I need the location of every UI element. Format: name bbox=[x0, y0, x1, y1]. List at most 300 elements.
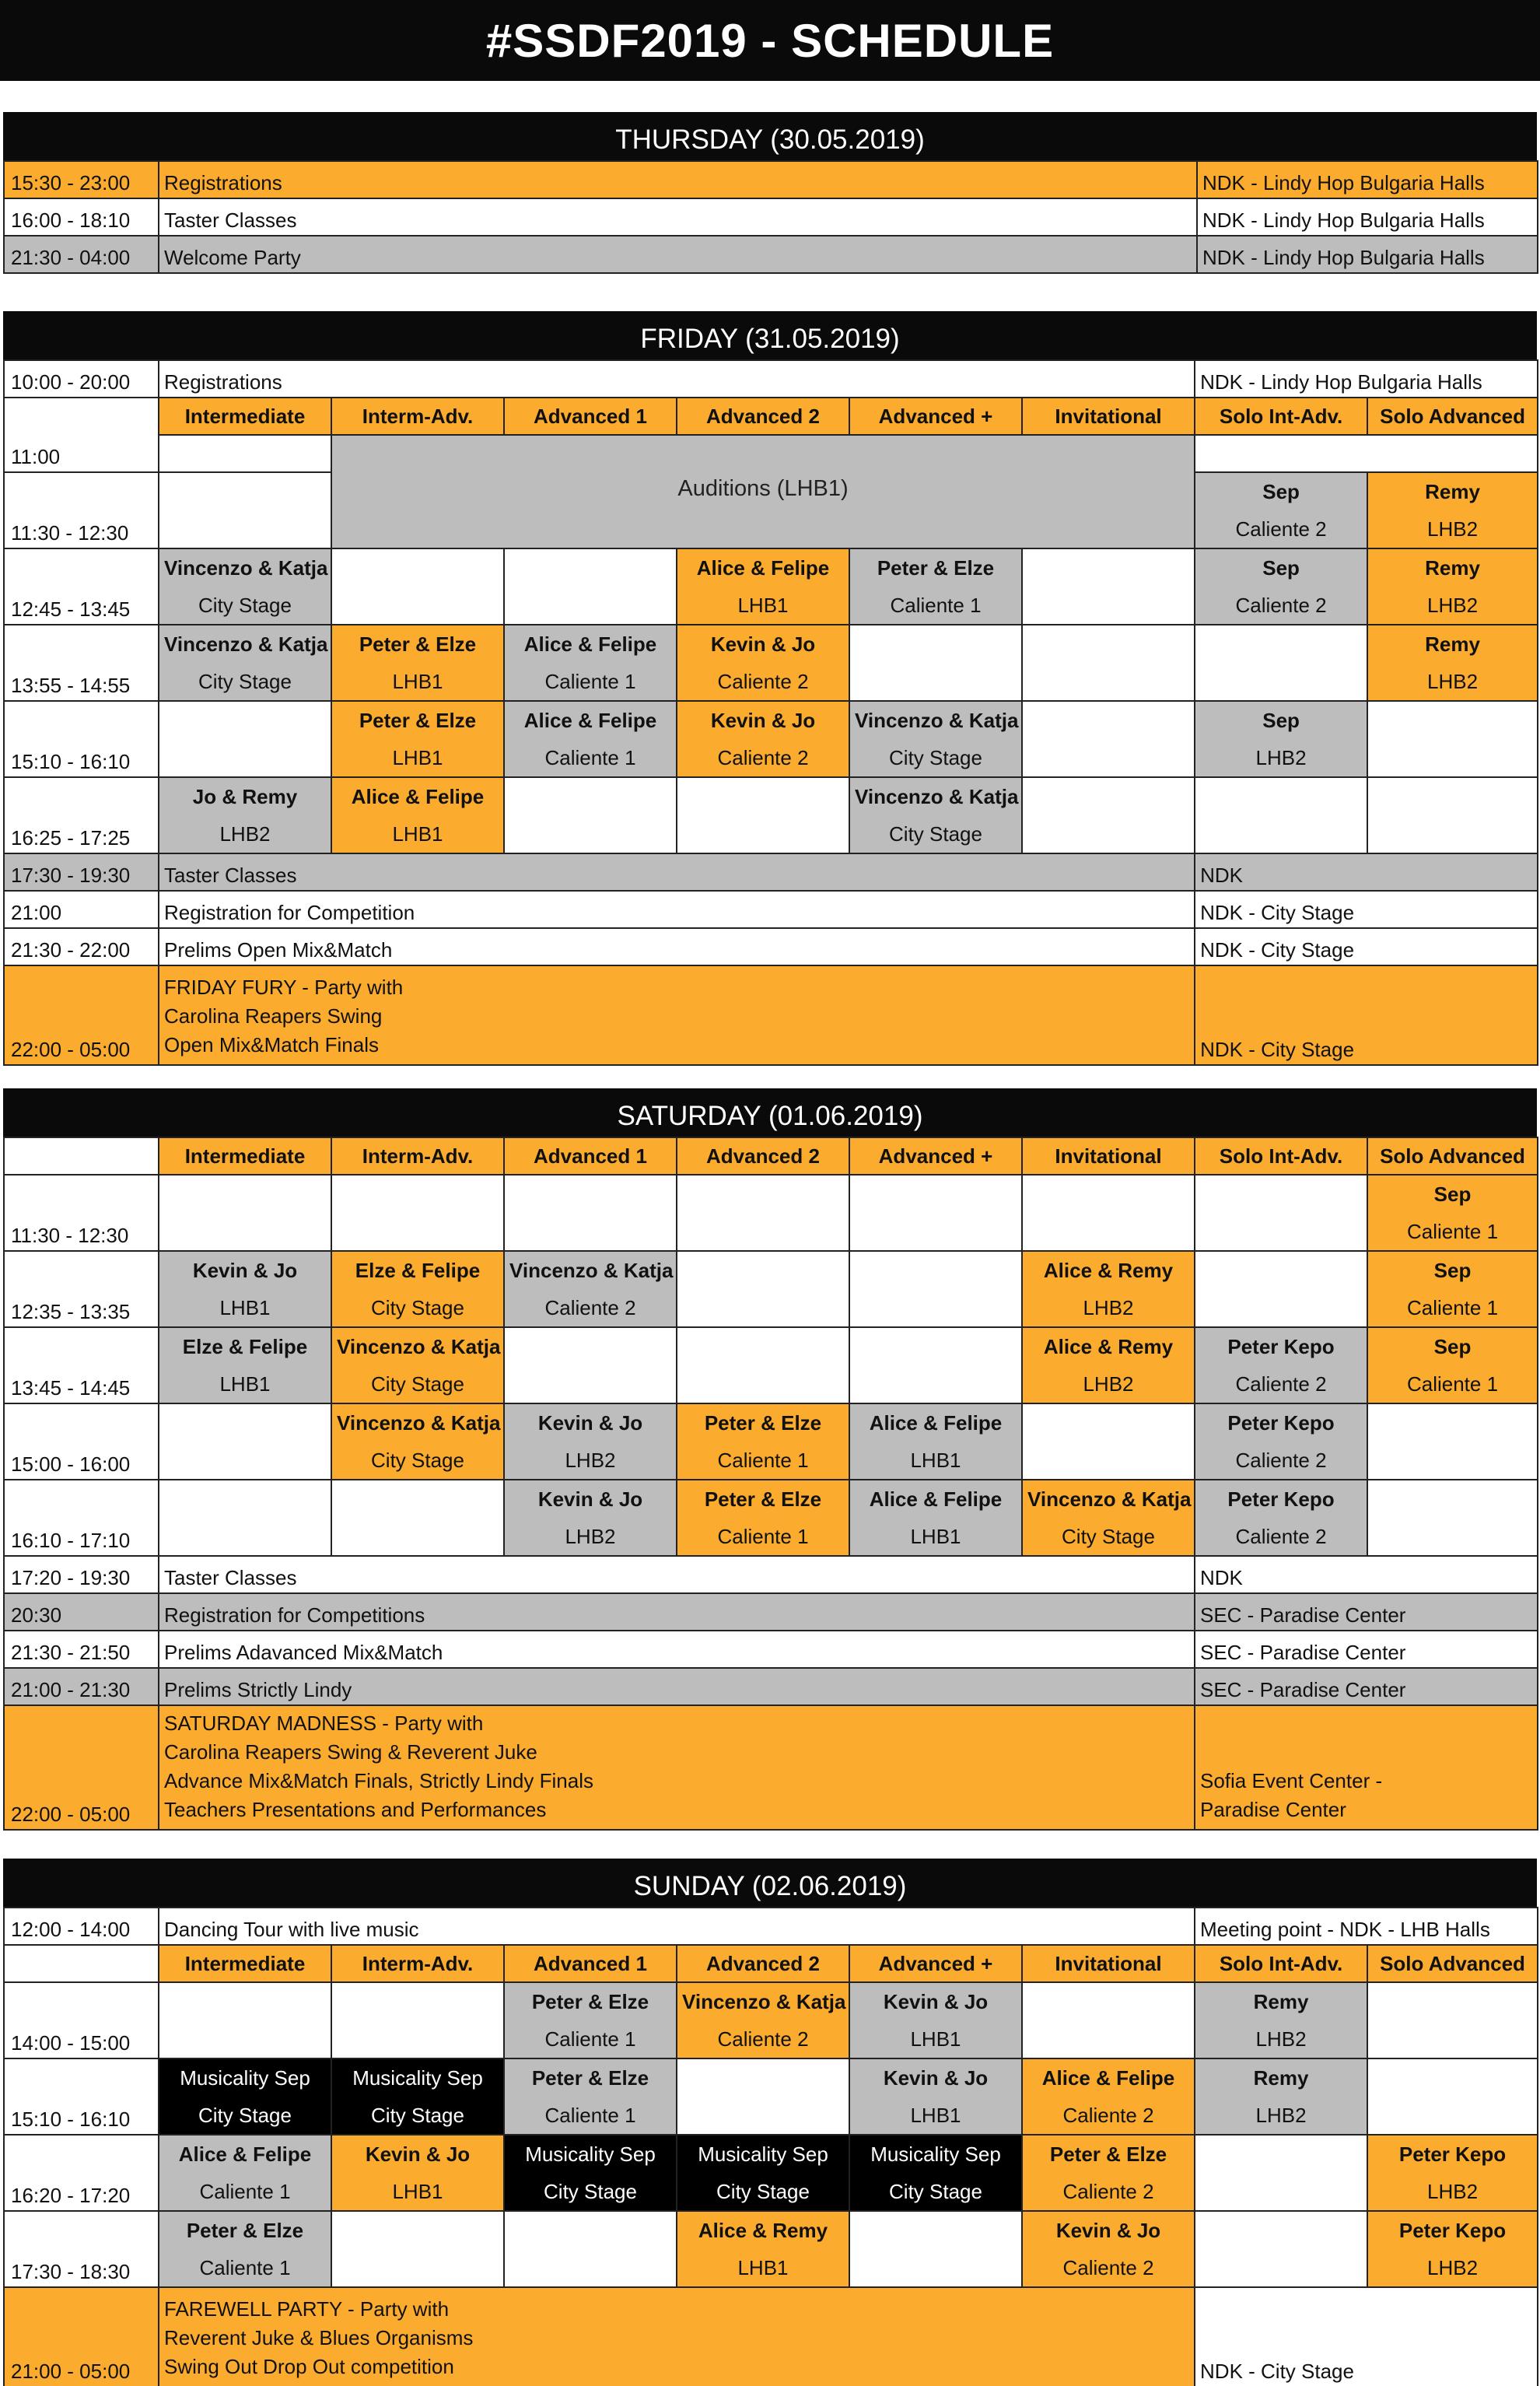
empty-cell bbox=[4, 1945, 159, 1982]
table-row bbox=[4, 891, 1538, 928]
session-cell bbox=[1367, 1327, 1538, 1403]
table-row bbox=[4, 1556, 1538, 1593]
time-cell: 22:00 - 05:00 bbox=[4, 965, 159, 1065]
levels-row bbox=[4, 1945, 1538, 1982]
time-cell: 15:30 - 23:00 bbox=[4, 161, 159, 198]
session-teachers: Jo & Remy bbox=[192, 785, 298, 808]
session-teachers: Vincenzo & Katja bbox=[1027, 1487, 1192, 1511]
session-teachers: Sep bbox=[1433, 1259, 1472, 1282]
session-teachers: Alice & Felipe bbox=[523, 709, 657, 732]
session-cell bbox=[1022, 1251, 1195, 1327]
session-room: LHB2 bbox=[1083, 1372, 1134, 1396]
session-room: Caliente 1 bbox=[1406, 1372, 1499, 1396]
party-line: FRIDAY FURY - Party with bbox=[164, 976, 404, 999]
time-cell: 21:00 bbox=[4, 891, 159, 928]
empty-cell bbox=[1367, 1403, 1538, 1480]
table-row bbox=[4, 1982, 1538, 2058]
session-teachers: Vincenzo & Katja bbox=[164, 632, 328, 656]
party-line: Carolina Reapers Swing & Reverent Juke bbox=[164, 1740, 537, 1764]
time-cell: 13:55 - 14:55 bbox=[4, 625, 159, 701]
session-teachers: Alice & Felipe bbox=[351, 785, 485, 808]
level-header: Advanced 1 bbox=[504, 1137, 677, 1175]
location-cell: SEC - Paradise Center bbox=[1195, 1593, 1538, 1631]
session-teachers: Elze & Felipe bbox=[182, 1335, 308, 1358]
session-teachers: Vincenzo & Katja bbox=[164, 556, 328, 580]
session-teachers: Musicality Sep bbox=[870, 2142, 1001, 2166]
empty-cell bbox=[1022, 1982, 1195, 2058]
session-teachers: Alice & Felipe bbox=[869, 1411, 1003, 1435]
location-cell bbox=[1195, 1705, 1538, 1830]
time-cell: 21:30 - 04:00 bbox=[4, 236, 159, 273]
level-header: Invitational bbox=[1022, 1945, 1195, 1982]
session-cell bbox=[677, 701, 849, 777]
session-room: Caliente 1 bbox=[544, 2027, 636, 2051]
time-cell: 21:00 - 05:00 bbox=[4, 2287, 159, 2386]
session-room: Caliente 1 bbox=[199, 2180, 291, 2203]
session-cell bbox=[1195, 472, 1367, 548]
party-line: FAREWELL PARTY - Party with bbox=[164, 2297, 450, 2321]
party-line: Teachers Presentations and Performances bbox=[164, 1798, 547, 1821]
session-teachers: Kevin & Jo bbox=[537, 1487, 643, 1511]
session-room: LHB1 bbox=[910, 1525, 961, 1548]
location-cell: NDK bbox=[1195, 1556, 1538, 1593]
session-room: Caliente 2 bbox=[1235, 594, 1327, 617]
session-teachers: Alice & Felipe bbox=[696, 556, 830, 580]
session-cell bbox=[504, 1251, 677, 1327]
session-teachers: Remy bbox=[1253, 2066, 1309, 2090]
location-line: Paradise Center bbox=[1200, 1798, 1346, 1821]
activity-cell bbox=[159, 1705, 1195, 1830]
session-cell bbox=[1022, 1480, 1195, 1556]
session-teachers: Vincenzo & Katja bbox=[509, 1259, 674, 1282]
session-teachers: Remy bbox=[1425, 556, 1480, 580]
session-cell bbox=[1367, 2135, 1538, 2211]
time-cell: 17:20 - 19:30 bbox=[4, 1556, 159, 1593]
empty-cell bbox=[1367, 2058, 1538, 2135]
session-teachers: Vincenzo & Katja bbox=[855, 785, 1019, 808]
party-row bbox=[4, 965, 1538, 1065]
activity-cell: Taster Classes bbox=[159, 198, 1197, 236]
session-cell bbox=[1367, 1175, 1538, 1251]
table-row bbox=[4, 1593, 1538, 1631]
session-teachers: Elze & Felipe bbox=[355, 1259, 481, 1282]
session-teachers: Alice & Felipe bbox=[1041, 2066, 1175, 2090]
empty-cell bbox=[331, 1982, 504, 2058]
empty-cell bbox=[331, 1480, 504, 1556]
time-cell: 20:30 bbox=[4, 1593, 159, 1631]
session-teachers: Peter Kepo bbox=[1227, 1335, 1335, 1358]
session-cell bbox=[504, 1480, 677, 1556]
time-cell: 11:00 bbox=[4, 398, 159, 472]
session-teachers: Peter Kepo bbox=[1227, 1411, 1335, 1435]
session-cell bbox=[159, 1327, 331, 1403]
table-row bbox=[4, 1668, 1538, 1705]
friday-section bbox=[3, 311, 1537, 1066]
table-row bbox=[4, 548, 1538, 625]
session-teachers: Vincenzo & Katja bbox=[337, 1411, 501, 1435]
session-cell bbox=[1367, 1251, 1538, 1327]
session-cell bbox=[504, 1403, 677, 1480]
time-cell: 12:00 - 14:00 bbox=[4, 1908, 159, 1945]
session-teachers: Sep bbox=[1262, 556, 1300, 580]
session-cell bbox=[849, 777, 1022, 853]
empty-cell bbox=[677, 1175, 849, 1251]
empty-cell bbox=[677, 2058, 849, 2135]
activity-cell: Taster Classes bbox=[159, 1556, 1195, 1593]
session-teachers: Peter & Elze bbox=[877, 556, 995, 580]
session-cell bbox=[849, 1982, 1022, 2058]
session-teachers: Sep bbox=[1433, 1335, 1472, 1358]
level-header: Intermediate bbox=[159, 1945, 331, 1982]
level-header: Solo Int-Adv. bbox=[1195, 398, 1367, 435]
table-row bbox=[4, 1327, 1538, 1403]
session-room: City Stage bbox=[371, 1372, 464, 1396]
session-room: LHB1 bbox=[392, 822, 443, 846]
session-room: LHB1 bbox=[392, 670, 443, 693]
empty-cell bbox=[504, 548, 677, 625]
time-cell: 16:00 - 18:10 bbox=[4, 198, 159, 236]
session-teachers: Kevin & Jo bbox=[1055, 2219, 1161, 2242]
session-cell bbox=[159, 625, 331, 701]
session-room: LHB2 bbox=[1427, 517, 1479, 541]
day-header: THURSDAY (30.05.2019) bbox=[3, 112, 1537, 160]
level-header: Invitational bbox=[1022, 398, 1195, 435]
day-header: SUNDAY (02.06.2019) bbox=[3, 1859, 1537, 1907]
session-room: City Stage bbox=[371, 1296, 464, 1319]
session-cell bbox=[1367, 472, 1538, 548]
session-room: Caliente 2 bbox=[717, 2027, 809, 2051]
session-cell bbox=[1195, 2058, 1367, 2135]
empty-cell bbox=[1367, 777, 1538, 853]
session-cell bbox=[331, 2058, 504, 2135]
session-room: Caliente 1 bbox=[1406, 1296, 1499, 1319]
session-room: Caliente 1 bbox=[1406, 1220, 1499, 1243]
session-teachers: Sep bbox=[1262, 480, 1300, 503]
session-room: LHB2 bbox=[219, 822, 271, 846]
session-teachers: Peter Kepo bbox=[1398, 2219, 1507, 2242]
session-room: LHB1 bbox=[910, 1449, 961, 1472]
session-teachers: Sep bbox=[1433, 1182, 1472, 1206]
empty-cell bbox=[1195, 435, 1538, 472]
empty-cell bbox=[331, 1175, 504, 1251]
session-teachers: Peter & Elze bbox=[1049, 2142, 1167, 2166]
location-cell: NDK - Lindy Hop Bulgaria Halls bbox=[1197, 161, 1538, 198]
page-title: #SSDF2019 - SCHEDULE bbox=[0, 0, 1540, 81]
time-cell: 21:30 - 21:50 bbox=[4, 1631, 159, 1668]
session-teachers: Peter & Elze bbox=[531, 2066, 649, 2090]
session-teachers: Peter & Elze bbox=[359, 632, 477, 656]
session-room: LHB1 bbox=[219, 1296, 271, 1319]
saturday-section bbox=[3, 1088, 1537, 1831]
empty-cell bbox=[4, 1137, 159, 1175]
session-room: LHB2 bbox=[1427, 594, 1479, 617]
party-row bbox=[4, 1705, 1538, 1830]
time-cell: 13:45 - 14:45 bbox=[4, 1327, 159, 1403]
location-cell: NDK - Lindy Hop Bulgaria Halls bbox=[1197, 198, 1538, 236]
empty-cell bbox=[677, 777, 849, 853]
activity-cell: Prelims Strictly Lindy bbox=[159, 1668, 1195, 1705]
location-cell: NDK - City Stage bbox=[1195, 965, 1538, 1065]
session-teachers: Remy bbox=[1425, 480, 1480, 503]
empty-cell bbox=[677, 1251, 849, 1327]
session-teachers: Remy bbox=[1425, 632, 1480, 656]
session-room: LHB1 bbox=[910, 2027, 961, 2051]
level-header: Advanced 2 bbox=[677, 1137, 849, 1175]
session-teachers: Alice & Felipe bbox=[523, 632, 657, 656]
session-cell bbox=[849, 2058, 1022, 2135]
session-room: LHB2 bbox=[1255, 746, 1307, 769]
empty-cell bbox=[1195, 2135, 1367, 2211]
activity-cell: Welcome Party bbox=[159, 236, 1197, 273]
session-cell bbox=[1367, 548, 1538, 625]
session-room: LHB2 bbox=[1255, 2027, 1307, 2051]
session-room: Caliente 2 bbox=[1235, 1525, 1327, 1548]
session-cell bbox=[331, 1327, 504, 1403]
session-teachers: Peter & Elze bbox=[186, 2219, 304, 2242]
session-room: LHB1 bbox=[910, 2104, 961, 2127]
table-row bbox=[4, 1480, 1538, 1556]
session-teachers: Sep bbox=[1262, 709, 1300, 732]
location-cell: NDK - City Stage bbox=[1195, 2287, 1538, 2386]
session-cell bbox=[331, 1403, 504, 1480]
session-teachers: Kevin & Jo bbox=[883, 1990, 989, 2013]
level-header: Solo Advanced bbox=[1367, 1137, 1538, 1175]
session-room: LHB2 bbox=[1083, 1296, 1134, 1319]
session-cell bbox=[1195, 1327, 1367, 1403]
session-cell bbox=[1195, 1982, 1367, 2058]
activity-cell: Dancing Tour with live music bbox=[159, 1908, 1195, 1945]
empty-cell bbox=[1367, 1480, 1538, 1556]
schedule-table bbox=[3, 359, 1538, 1066]
session-cell bbox=[849, 548, 1022, 625]
empty-cell bbox=[1195, 625, 1367, 701]
session-cell bbox=[1195, 1403, 1367, 1480]
session-cell bbox=[677, 1403, 849, 1480]
session-room: Caliente 2 bbox=[1062, 2256, 1154, 2279]
session-room: LHB2 bbox=[1255, 2104, 1307, 2127]
location-cell: NDK bbox=[1195, 853, 1538, 891]
table-row bbox=[4, 1403, 1538, 1480]
time-cell: 16:25 - 17:25 bbox=[4, 777, 159, 853]
level-header: Interm-Adv. bbox=[331, 1137, 504, 1175]
session-teachers: Kevin & Jo bbox=[537, 1411, 643, 1435]
session-cell bbox=[1367, 625, 1538, 701]
session-room: City Stage bbox=[198, 2104, 292, 2127]
session-room: City Stage bbox=[889, 2180, 982, 2203]
session-cell bbox=[1195, 701, 1367, 777]
time-cell: 12:45 - 13:45 bbox=[4, 548, 159, 625]
empty-cell bbox=[331, 548, 504, 625]
session-room: City Stage bbox=[716, 2180, 810, 2203]
session-room: City Stage bbox=[198, 594, 292, 617]
level-header: Advanced + bbox=[849, 1945, 1022, 1982]
level-header: Advanced + bbox=[849, 398, 1022, 435]
session-teachers: Alice & Remy bbox=[698, 2219, 828, 2242]
session-cell bbox=[504, 701, 677, 777]
session-teachers: Kevin & Jo bbox=[883, 2066, 989, 2090]
session-cell bbox=[504, 2058, 677, 2135]
session-room: LHB1 bbox=[219, 1372, 271, 1396]
time-cell: 21:30 - 22:00 bbox=[4, 928, 159, 965]
session-room: Caliente 1 bbox=[717, 1449, 809, 1472]
session-cell bbox=[1195, 548, 1367, 625]
table-row bbox=[4, 1251, 1538, 1327]
session-cell bbox=[677, 2211, 849, 2287]
time-cell: 11:30 - 12:30 bbox=[4, 1175, 159, 1251]
level-header: Advanced 1 bbox=[504, 398, 677, 435]
level-header: Intermediate bbox=[159, 398, 331, 435]
table-row bbox=[4, 2211, 1538, 2287]
session-room: Caliente 1 bbox=[717, 1525, 809, 1548]
session-cell bbox=[849, 1403, 1022, 1480]
party-line: Reverent Juke & Blues Organisms bbox=[164, 2326, 474, 2349]
session-teachers: Vincenzo & Katja bbox=[682, 1990, 846, 2013]
levels-row bbox=[4, 1137, 1538, 1175]
level-header: Advanced 1 bbox=[504, 1945, 677, 1982]
session-room: City Stage bbox=[1062, 1525, 1155, 1548]
session-room: LHB2 bbox=[1427, 670, 1479, 693]
table-row bbox=[4, 161, 1538, 198]
empty-cell bbox=[849, 2211, 1022, 2287]
session-teachers: Alice & Remy bbox=[1043, 1335, 1174, 1358]
activity-cell: Prelims Open Mix&Match bbox=[159, 928, 1195, 965]
table-row bbox=[4, 853, 1538, 891]
auditions-cell: Auditions (LHB1) bbox=[331, 435, 1195, 548]
session-room: City Stage bbox=[544, 2180, 637, 2203]
activity-cell: Prelims Adavanced Mix&Match bbox=[159, 1631, 1195, 1668]
time-cell: 15:10 - 16:10 bbox=[4, 2058, 159, 2135]
empty-cell bbox=[1022, 625, 1195, 701]
level-header: Interm-Adv. bbox=[331, 1945, 504, 1982]
session-cell bbox=[159, 2058, 331, 2135]
session-room: Caliente 2 bbox=[1062, 2180, 1154, 2203]
session-teachers: Peter Kepo bbox=[1398, 2142, 1507, 2166]
day-header: FRIDAY (31.05.2019) bbox=[3, 311, 1537, 359]
time-cell: 17:30 - 19:30 bbox=[4, 853, 159, 891]
session-room: LHB1 bbox=[392, 2180, 443, 2203]
session-cell bbox=[1367, 2211, 1538, 2287]
session-room: Caliente 2 bbox=[544, 1296, 636, 1319]
session-teachers: Remy bbox=[1253, 1990, 1309, 2013]
session-teachers: Kevin & Jo bbox=[192, 1259, 298, 1282]
table-row bbox=[4, 2058, 1538, 2135]
table-row bbox=[4, 435, 1538, 472]
empty-cell bbox=[1022, 777, 1195, 853]
time-cell: 16:10 - 17:10 bbox=[4, 1480, 159, 1556]
activity-cell: Registrations bbox=[159, 161, 1197, 198]
party-line: Swing Out Drop Out competition bbox=[164, 2355, 454, 2378]
empty-cell bbox=[504, 1327, 677, 1403]
session-cell bbox=[677, 625, 849, 701]
session-room: Caliente 2 bbox=[1235, 1449, 1327, 1472]
session-cell bbox=[504, 2135, 677, 2211]
session-room: Caliente 2 bbox=[1235, 517, 1327, 541]
table-row bbox=[4, 625, 1538, 701]
session-cell bbox=[1022, 2058, 1195, 2135]
schedule-table bbox=[3, 1907, 1538, 2386]
session-teachers: Kevin & Jo bbox=[710, 632, 816, 656]
session-room: Caliente 2 bbox=[1235, 1372, 1327, 1396]
empty-cell bbox=[159, 1403, 331, 1480]
empty-cell bbox=[1367, 1982, 1538, 2058]
location-cell: Meeting point - NDK - LHB Halls bbox=[1195, 1908, 1538, 1945]
session-cell bbox=[677, 548, 849, 625]
session-cell bbox=[677, 1982, 849, 2058]
table-row bbox=[4, 1175, 1538, 1251]
session-cell bbox=[331, 701, 504, 777]
sunday-section bbox=[3, 1859, 1537, 2386]
schedule-table bbox=[3, 1137, 1538, 1831]
session-teachers: Musicality Sep bbox=[180, 2066, 310, 2090]
empty-cell bbox=[849, 1327, 1022, 1403]
time-cell: 14:00 - 15:00 bbox=[4, 1982, 159, 2058]
level-header: Intermediate bbox=[159, 1137, 331, 1175]
table-row bbox=[4, 1908, 1538, 1945]
time-cell: 17:30 - 18:30 bbox=[4, 2211, 159, 2287]
empty-cell bbox=[1195, 2211, 1367, 2287]
location-cell: NDK - City Stage bbox=[1195, 891, 1538, 928]
session-room: City Stage bbox=[889, 746, 982, 769]
level-header: Solo Advanced bbox=[1367, 398, 1538, 435]
party-line: Advance Mix&Match Finals, Strictly Lindy Finals bbox=[164, 1769, 593, 1792]
empty-cell bbox=[849, 625, 1022, 701]
level-header: Advanced 2 bbox=[677, 398, 849, 435]
empty-cell bbox=[159, 472, 331, 548]
empty-cell bbox=[331, 2211, 504, 2287]
activity-cell bbox=[159, 965, 1195, 1065]
empty-cell bbox=[677, 1327, 849, 1403]
session-cell bbox=[159, 777, 331, 853]
level-header: Solo Int-Adv. bbox=[1195, 1137, 1367, 1175]
session-teachers: Musicality Sep bbox=[525, 2142, 656, 2166]
session-room: LHB2 bbox=[565, 1449, 616, 1472]
thursday-section bbox=[3, 112, 1537, 274]
empty-cell bbox=[504, 1175, 677, 1251]
time-cell: 15:00 - 16:00 bbox=[4, 1403, 159, 1480]
activity-cell: Registration for Competitions bbox=[159, 1593, 1195, 1631]
session-room: LHB1 bbox=[737, 2256, 789, 2279]
session-room: City Stage bbox=[198, 670, 292, 693]
table-row bbox=[4, 701, 1538, 777]
empty-cell bbox=[159, 1175, 331, 1251]
session-cell bbox=[677, 2135, 849, 2211]
session-cell bbox=[1022, 2211, 1195, 2287]
level-header: Invitational bbox=[1022, 1137, 1195, 1175]
empty-cell bbox=[1022, 548, 1195, 625]
session-cell bbox=[849, 1480, 1022, 1556]
empty-cell bbox=[159, 1480, 331, 1556]
session-teachers: Kevin & Jo bbox=[710, 709, 816, 732]
empty-cell bbox=[504, 2211, 677, 2287]
empty-cell bbox=[1195, 1175, 1367, 1251]
empty-cell bbox=[159, 701, 331, 777]
table-row bbox=[4, 928, 1538, 965]
level-header: Solo Advanced bbox=[1367, 1945, 1538, 1982]
empty-cell bbox=[1195, 1251, 1367, 1327]
empty-cell bbox=[1022, 1403, 1195, 1480]
session-teachers: Alice & Felipe bbox=[869, 1487, 1003, 1511]
time-cell: 16:20 - 17:20 bbox=[4, 2135, 159, 2211]
time-cell: 11:30 - 12:30 bbox=[4, 472, 159, 548]
session-teachers: Musicality Sep bbox=[698, 2142, 828, 2166]
session-teachers: Peter & Elze bbox=[704, 1411, 822, 1435]
session-room: LHB2 bbox=[1426, 2180, 1479, 2203]
session-cell bbox=[849, 2135, 1022, 2211]
session-room: LHB1 bbox=[392, 746, 443, 769]
session-room: Caliente 1 bbox=[199, 2256, 291, 2279]
session-teachers: Vincenzo & Katja bbox=[337, 1335, 501, 1358]
session-cell bbox=[331, 1251, 504, 1327]
